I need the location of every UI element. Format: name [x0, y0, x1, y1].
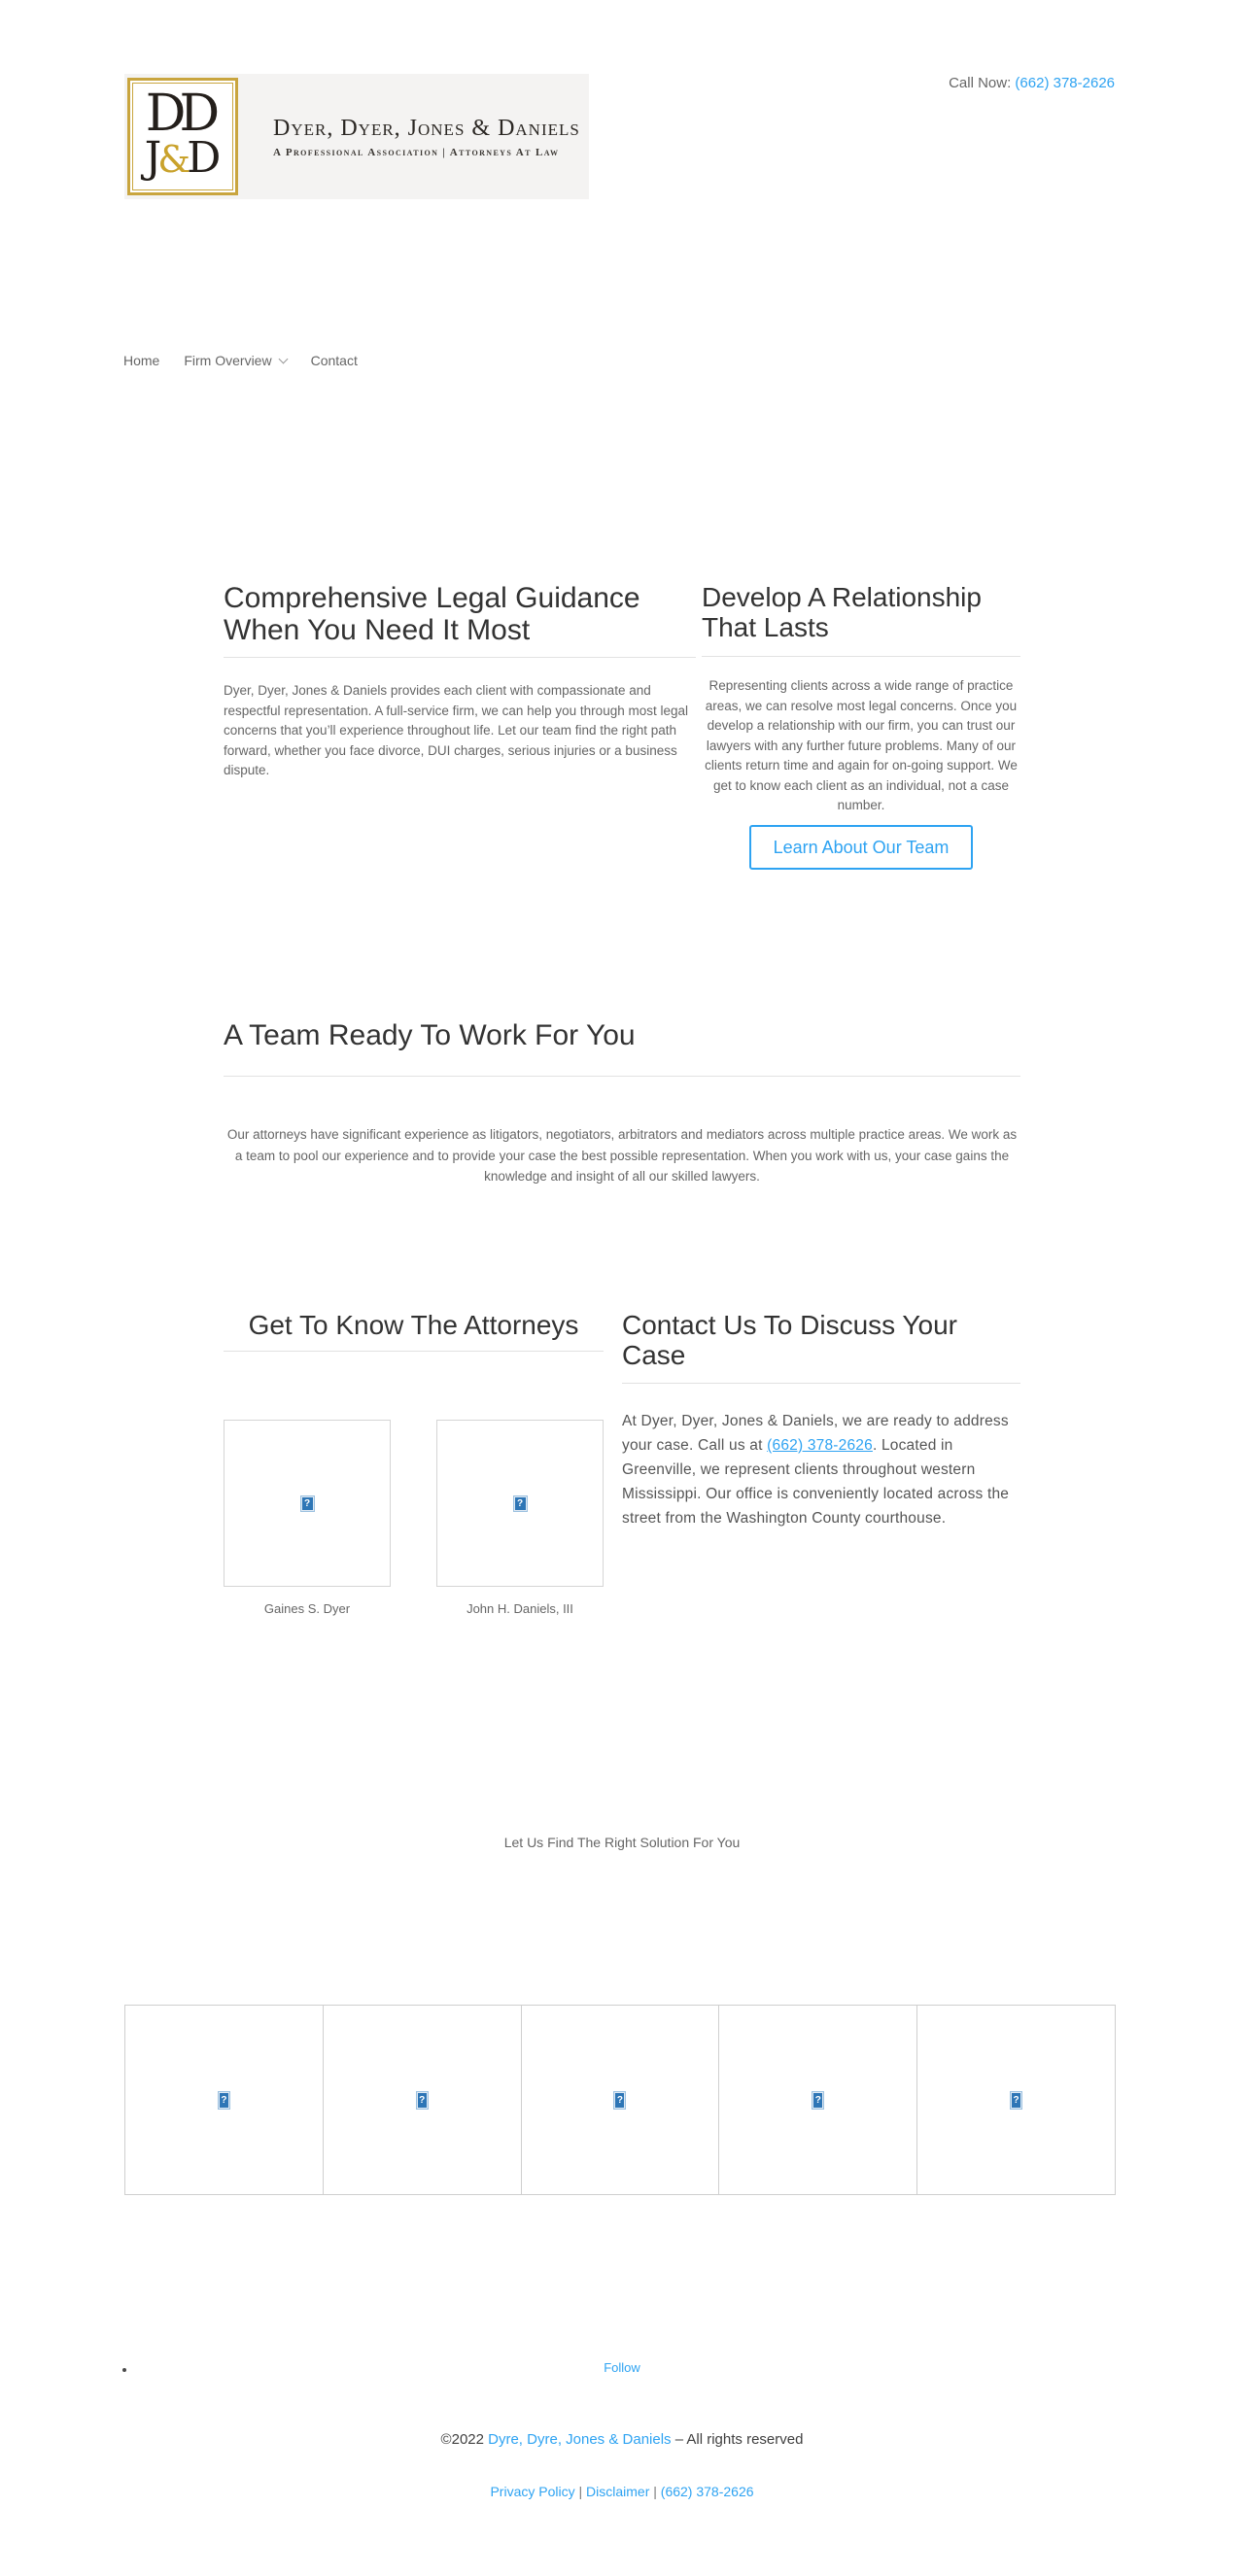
logo-monogram-icon: [127, 78, 238, 195]
main-nav: [123, 353, 358, 368]
attorneys-heading: Get To Know The Attorneys: [248, 1310, 579, 1340]
broken-image-icon: ?: [513, 1495, 528, 1512]
copyright-firm-link[interactable]: Dyre, Dyre, Jones & Daniels: [488, 2431, 672, 2448]
broken-image-icon: ?: [416, 2091, 429, 2110]
attorney-photo-placeholder: [436, 1420, 604, 1587]
divider: [224, 657, 696, 658]
solution-tagline: Let Us Find The Right Solution For You: [503, 1835, 741, 1850]
contact-column: [622, 1310, 1020, 1616]
badge-placeholder: [718, 2005, 917, 2195]
attorney-photo-placeholder: [224, 1420, 391, 1587]
intro-section: [224, 582, 1020, 870]
nav-item-firm-overview[interactable]: [184, 353, 286, 368]
team-section: [224, 1019, 1020, 1187]
badge-gallery: [124, 2005, 1116, 2195]
footer-separator: |: [574, 2484, 587, 2499]
copyright: [0, 2431, 1244, 2448]
attorney-card[interactable]: [224, 1420, 391, 1616]
broken-image-icon: ?: [1010, 2091, 1022, 2110]
badge-placeholder: [916, 2005, 1116, 2195]
logo-monogram-ampersand: &: [157, 138, 188, 181]
intro-left-heading: Comprehensive Legal Guidance When You Need It Most: [224, 582, 640, 646]
divider: [622, 1383, 1020, 1384]
team-heading: A Team Ready To Work For You: [224, 1019, 636, 1051]
footer-links: [0, 2484, 1244, 2499]
intro-right-heading: Develop A Relationship That Lasts: [702, 582, 982, 642]
logo-text: [273, 116, 580, 158]
badge-placeholder: [521, 2005, 720, 2195]
intro-right-paragraph: Representing clients across a wide range of practice areas, we can resolve most legal concerns. Once you develop a relationship with our firm, you can trust our lawyers with any further future problems. Many of our clients return time and again for on-going support. We get to know each client as an individual, not a case number.: [705, 678, 1018, 812]
attorney-cards: [224, 1420, 604, 1616]
broken-image-icon: ?: [812, 2091, 824, 2110]
contact-paragraph: [622, 1409, 1020, 1530]
nav-item-label: Firm Overview: [184, 353, 272, 368]
footer-phone-link[interactable]: (662) 378-2626: [660, 2484, 754, 2499]
badge-placeholder: [323, 2005, 522, 2195]
contact-phone-link[interactable]: (662) 378-2626: [767, 1437, 873, 1454]
copyright-prefix: ©2022: [440, 2431, 489, 2448]
divider: [224, 1351, 604, 1352]
header-phone-link[interactable]: (662) 378-2626: [1015, 75, 1115, 91]
intro-button-wrap: [702, 825, 1020, 870]
logo-monogram-bottom: [144, 133, 222, 183]
badge-placeholder: [124, 2005, 324, 2195]
attorneys-contact-section: [224, 1310, 1020, 1616]
broken-image-icon: ?: [300, 1495, 315, 1512]
attorney-name: John H. Daniels, III: [466, 1601, 573, 1616]
broken-image-icon: ?: [218, 2091, 230, 2110]
chevron-down-icon: [278, 355, 288, 364]
divider: [224, 1076, 1020, 1077]
copyright-suffix: – All rights reserved: [671, 2431, 804, 2448]
intro-right-column: [702, 582, 1020, 870]
nav-item-contact[interactable]: [311, 353, 358, 368]
logo-monogram-j: J: [144, 133, 158, 183]
divider: [702, 656, 1020, 657]
contact-heading: Contact Us To Discuss Your Case: [622, 1310, 957, 1370]
call-now: [949, 75, 1115, 91]
nav-item-label: Contact: [310, 353, 358, 368]
broken-image-icon: ?: [613, 2091, 626, 2110]
follow-link[interactable]: Follow: [604, 2360, 640, 2375]
nav-item-home[interactable]: [123, 353, 159, 368]
follow-link-wrap: [0, 2360, 1244, 2375]
contact-text-before: At Dyer, Dyer, Jones & Daniels, we are ready to address your case. Call us at: [622, 1413, 1009, 1454]
attorney-card[interactable]: [436, 1420, 604, 1616]
attorneys-column: [224, 1310, 604, 1616]
firm-tagline: A Professional Association | Attorneys At Law: [273, 146, 560, 158]
disclaimer-link[interactable]: Disclaimer: [586, 2484, 650, 2499]
intro-left-paragraph: Dyer, Dyer, Jones & Daniels provides each client with compassionate and respectful representation. A full-service firm, we can help you through most legal concerns that you’ll experience throughout life. Let our team find the right path forward, whether you face divorce, DUI charges, serious injuries or a business dispute.: [224, 683, 688, 777]
logo-monogram-top: DD: [145, 85, 214, 143]
nav-item-label: Home: [123, 353, 160, 368]
team-paragraph: Our attorneys have significant experience as litigators, negotiators, arbitrators and mediators across multiple practice areas. We work as a team to pool our experience and to provide your case the best possible representation. When you work with us, your case gains the knowledge and insight of all our skilled lawyers.: [226, 1127, 1018, 1184]
attorney-name: Gaines S. Dyer: [263, 1601, 351, 1616]
call-now-label: Call Now:: [949, 75, 1016, 91]
contact-text-after: . Located in Greenville, we represent clients throughout western Mississippi. Our office is conveniently located across the street from the Washington County courthouse.: [622, 1437, 1010, 1527]
intro-left-column: [224, 582, 696, 870]
privacy-policy-link[interactable]: Privacy Policy: [490, 2484, 575, 2499]
firm-name: Dyer, Dyer, Jones & Daniels: [273, 115, 580, 141]
logo-monogram-d: D: [187, 133, 218, 183]
footer-separator: |: [649, 2484, 661, 2499]
site-logo[interactable]: [124, 74, 589, 199]
learn-about-team-button[interactable]: Learn About Our Team: [749, 825, 974, 870]
